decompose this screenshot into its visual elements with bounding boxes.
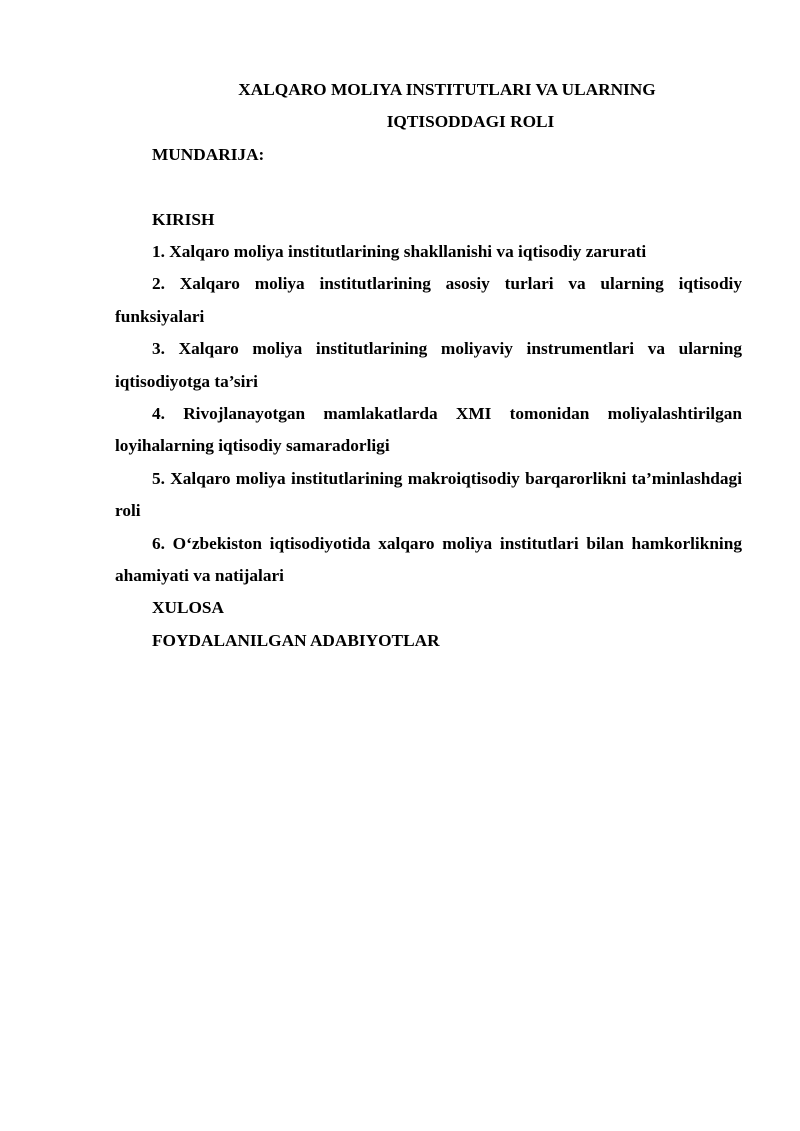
blank-line (115, 171, 742, 203)
document-content (115, 74, 742, 657)
toc-item-4: 4. Rivojlanayotgan mamlakatlarda XMI tomonidan moliyalashtirilgan loyihalarning iqtisodiy samaradorligi (115, 404, 742, 456)
toc-item-conclusion: XULOSA (152, 598, 225, 618)
toc-item-references: FOYDALANILGAN ADABIYOTLAR (152, 630, 440, 650)
toc-item-2: 2. Xalqaro moliya institutlarining asosiy turlari va ularning iqtisodiy funksiyalari (115, 274, 742, 326)
toc-heading: MUNDARIJA: (152, 144, 265, 164)
document-title-line-2: IQTISODDAGI ROLI (386, 112, 555, 132)
toc-item-6: 6. O‘zbekiston iqtisodiyotida xalqaro moliya institutlari bilan hamkorlikning ahamiyati va natijalari (115, 533, 742, 586)
toc-item-1: 1. Xalqaro moliya institutlarining shakllanishi va iqtisodiy zarurati (152, 242, 647, 262)
toc-item-intro: KIRISH (152, 209, 215, 229)
document-title-line-1: XALQARO MOLIYA INSTITUTLARI VA ULARNING (238, 80, 656, 99)
toc-item-5: 5. Xalqaro moliya institutlarining makroiqtisodiy barqarorlikni ta’minlashdagi roli (115, 468, 742, 521)
toc-item-3: 3. Xalqaro moliya institutlarining moliyaviy instrumentlari va ularning iqtisodiyotga ta’siri (115, 339, 742, 391)
